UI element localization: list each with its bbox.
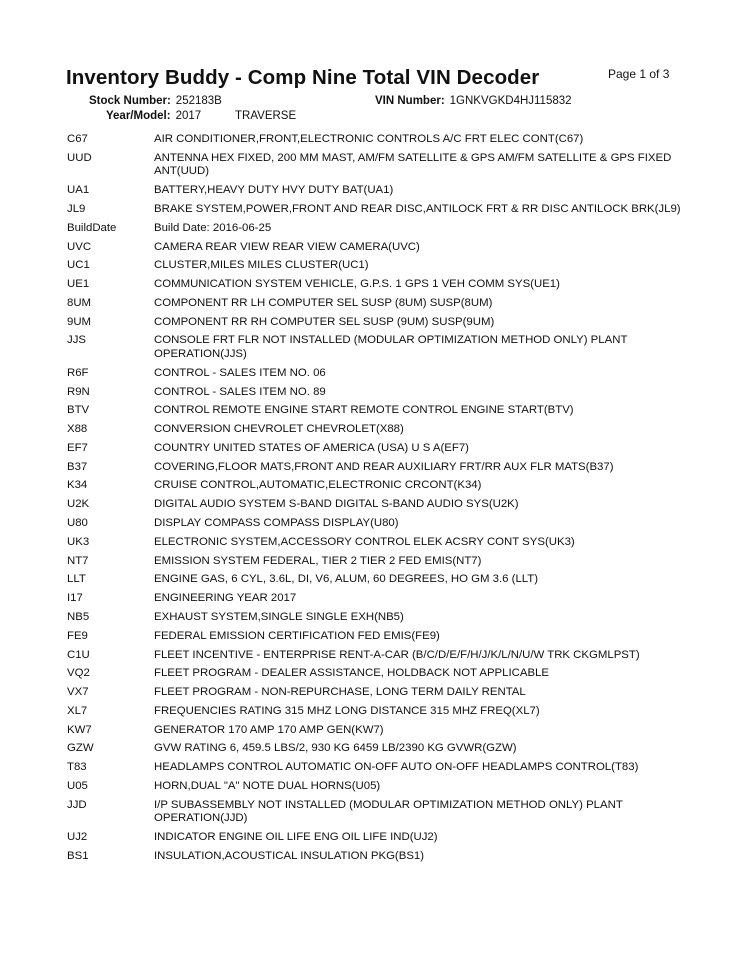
option-description: EXHAUST SYSTEM,SINGLE SINGLE EXH(NB5) (154, 610, 404, 623)
option-description: FLEET PROGRAM - DEALER ASSISTANCE, HOLDBACK NOT APPLICABLE (154, 667, 549, 680)
option-row (67, 850, 707, 864)
option-code: FE9 (67, 629, 88, 642)
option-row (67, 152, 707, 179)
option-description: DISPLAY COMPASS COMPASS DISPLAY(U80) (154, 517, 399, 530)
model-value: TRAVERSE (235, 110, 297, 122)
option-row (67, 573, 707, 587)
option-code: R6F (67, 366, 89, 379)
option-row (67, 442, 707, 456)
option-code: T83 (67, 761, 87, 774)
stock-number-label: Stock Number: (89, 95, 171, 107)
year-model (106, 110, 201, 122)
option-description: INDICATOR ENGINE OIL LIFE ENG OIL LIFE IND(UJ2) (154, 831, 438, 844)
option-row (67, 203, 707, 217)
page-number: Page 1 of 3 (608, 67, 670, 81)
option-code: GZW (67, 742, 94, 755)
option-code: K34 (67, 479, 88, 492)
option-code: JL9 (67, 202, 86, 215)
option-row (67, 479, 707, 493)
option-code: UUD (67, 151, 92, 164)
option-code: U2K (67, 498, 90, 511)
option-row (67, 667, 707, 681)
option-code: XL7 (67, 704, 88, 717)
option-code: UK3 (67, 535, 90, 548)
option-description: EMISSION SYSTEM FEDERAL, TIER 2 TIER 2 FED EMIS(NT7) (154, 554, 482, 567)
option-description: COUNTRY UNITED STATES OF AMERICA (USA) U S A(EF7) (154, 441, 469, 454)
option-code: VX7 (67, 686, 89, 699)
option-code: UE1 (67, 278, 90, 291)
stock-number-value: 252183B (175, 95, 222, 107)
option-description: ENGINE GAS, 6 CYL, 3.6L, DI, V6, ALUM, 60 DEGREES, HO GM 3.6 (LLT) (154, 573, 539, 586)
option-row (67, 780, 707, 794)
option-row (67, 334, 707, 361)
option-description: HEADLAMPS CONTROL AUTOMATIC ON-OFF AUTO ON-OFF HEADLAMPS CONTROL(T83) (154, 761, 639, 774)
option-row (67, 241, 707, 255)
option-description: FREQUENCIES RATING 315 MHZ LONG DISTANCE 315 MHZ FREQ(XL7) (154, 704, 540, 717)
option-description: CLUSTER,MILES MILES CLUSTER(UC1) (154, 259, 369, 272)
option-code: VQ2 (67, 667, 90, 680)
option-row (67, 517, 707, 531)
option-code: NB5 (67, 610, 90, 623)
vin-number-value: 1GNKVGKD4HJ115832 (449, 95, 572, 107)
option-code: BTV (67, 404, 90, 417)
option-description: FEDERAL EMISSION CERTIFICATION FED EMIS(FE9) (154, 629, 440, 642)
option-description: CAMERA REAR VIEW REAR VIEW CAMERA(UVC) (154, 240, 420, 253)
option-description: GENERATOR 170 AMP 170 AMP GEN(KW7) (154, 723, 384, 736)
option-row (67, 742, 707, 756)
option-description: BATTERY,HEAVY DUTY HVY DUTY BAT(UA1) (154, 184, 394, 197)
option-code: BS1 (67, 849, 89, 862)
option-description: CONSOLE FRT FLR NOT INSTALLED (MODULAR OPTIMIZATION METHOD ONLY) PLANT OPERATION(JJS) (154, 334, 628, 360)
option-description: CRUISE CONTROL,AUTOMATIC,ELECTRONIC CRCONT(K34) (154, 479, 482, 492)
option-description: HORN,DUAL "A" NOTE DUAL HORNS(U05) (154, 779, 381, 792)
option-code: KW7 (67, 723, 92, 736)
option-row (67, 649, 707, 663)
option-row (67, 611, 707, 625)
option-description: I/P SUBASSEMBLY NOT INSTALLED (MODULAR OPTIMIZATION METHOD ONLY) PLANT OPERATION(JJD) (154, 798, 623, 825)
option-row (67, 184, 707, 198)
option-code: U05 (67, 779, 88, 792)
option-description: COMPONENT RR RH COMPUTER SEL SUSP (9UM) SUSP(9UM) (154, 315, 495, 328)
option-description: ELECTRONIC SYSTEM,ACCESSORY CONTROL ELEK ACSRY CONT SYS(UK3) (154, 535, 575, 548)
option-row (67, 367, 707, 381)
option-description: CONTROL REMOTE ENGINE START REMOTE CONTROL ENGINE START(BTV) (154, 404, 574, 417)
option-code: U80 (67, 517, 88, 530)
option-row (67, 555, 707, 569)
vin-number-label: VIN Number: (375, 95, 445, 107)
option-code: UC1 (67, 259, 90, 272)
option-code: B37 (67, 460, 88, 473)
option-description: CONTROL - SALES ITEM NO. 06 (154, 366, 326, 379)
option-row (67, 705, 707, 719)
option-row (67, 831, 707, 845)
option-row (67, 133, 707, 147)
option-description: BRAKE SYSTEM,POWER,FRONT AND REAR DISC,ANTILOCK FRT & RR DISC ANTILOCK BRK(JL9) (154, 202, 681, 215)
stock-number (89, 95, 222, 107)
option-row (67, 592, 707, 606)
option-description: ANTENNA HEX FIXED, 200 MM MAST, AM/FM SATELLITE & GPS AM/FM SATELLITE & GPS FIXED ANT(UUD) (154, 151, 672, 178)
option-row (67, 761, 707, 775)
option-code: C1U (67, 648, 90, 661)
option-row (67, 630, 707, 644)
vin-number (375, 95, 572, 107)
option-description: CONVERSION CHEVROLET CHEVROLET(X88) (154, 423, 404, 436)
option-row (67, 259, 707, 273)
year-model-label: Year/Model: (106, 110, 171, 122)
option-code: EF7 (67, 441, 88, 454)
option-code-list (67, 133, 707, 869)
option-description: FLEET PROGRAM - NON-REPURCHASE, LONG TERM DAILY RENTAL (154, 686, 526, 699)
option-row (67, 724, 707, 738)
option-code: NT7 (67, 554, 89, 567)
option-description: ENGINEERING YEAR 2017 (154, 592, 297, 605)
option-row (67, 222, 707, 236)
option-row (67, 423, 707, 437)
option-description: INSULATION,ACOUSTICAL INSULATION PKG(BS1) (154, 849, 425, 862)
option-row (67, 386, 707, 400)
option-row (67, 297, 707, 311)
option-description: CONTROL - SALES ITEM NO. 89 (154, 385, 326, 398)
option-code: JJD (67, 798, 87, 811)
option-code: X88 (67, 423, 88, 436)
option-code: 8UM (67, 296, 92, 309)
option-row (67, 686, 707, 700)
option-row (67, 461, 707, 475)
option-description: Build Date: 2016-06-25 (154, 221, 272, 234)
option-code: UJ2 (67, 831, 88, 844)
document-title: Inventory Buddy - Comp Nine Total VIN Decoder (66, 66, 540, 89)
option-code: LLT (67, 573, 86, 586)
option-code: I17 (67, 592, 83, 605)
option-code: UA1 (67, 184, 90, 197)
option-code: JJS (67, 334, 86, 347)
option-row (67, 799, 707, 826)
option-description: FLEET INCENTIVE - ENTERPRISE RENT-A-CAR (B/C/D/E/F/H/J/K/L/N/U/W TRK CKGMLPST) (154, 648, 640, 661)
year-value: 2017 (175, 110, 202, 122)
option-code: BuildDate (67, 221, 117, 234)
option-row (67, 498, 707, 512)
option-description: COMMUNICATION SYSTEM VEHICLE, G.P.S. 1 GPS 1 VEH COMM SYS(UE1) (154, 278, 560, 291)
option-code: UVC (67, 240, 92, 253)
option-row (67, 404, 707, 418)
option-description: COVERING,FLOOR MATS,FRONT AND REAR AUXILIARY FRT/RR AUX FLR MATS(B37) (154, 460, 614, 473)
option-code: 9UM (67, 315, 92, 328)
option-description: GVW RATING 6, 459.5 LBS/2, 930 KG 6459 LB/2390 KG GVWR(GZW) (154, 742, 517, 755)
option-row (67, 278, 707, 292)
option-code: C67 (67, 133, 88, 145)
option-description: COMPONENT RR LH COMPUTER SEL SUSP (8UM) SUSP(8UM) (154, 296, 493, 309)
option-description: AIR CONDITIONER,FRONT,ELECTRONIC CONTROLS A/C FRT ELEC CONT(C67) (154, 133, 584, 145)
option-row (67, 536, 707, 550)
option-description: DIGITAL AUDIO SYSTEM S-BAND DIGITAL S-BAND AUDIO SYS(U2K) (154, 498, 519, 511)
option-row (67, 316, 707, 330)
option-code: R9N (67, 385, 90, 398)
